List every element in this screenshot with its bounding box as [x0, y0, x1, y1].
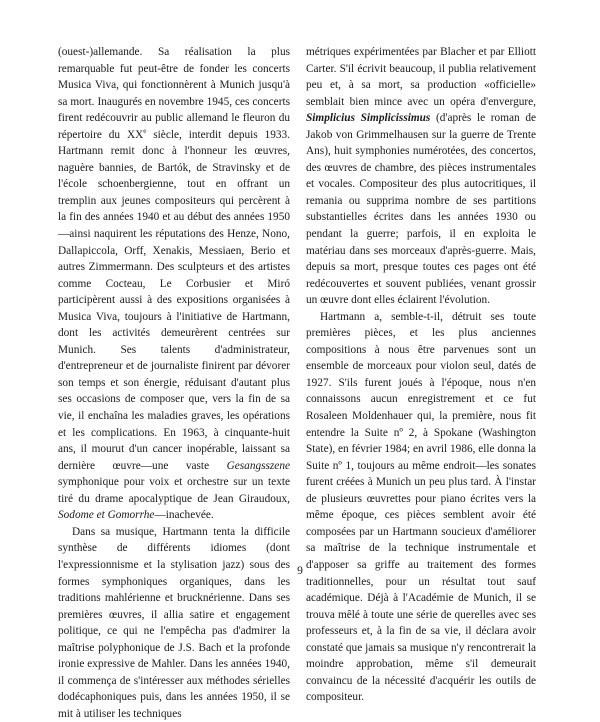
work-title: Sodome et Gomorrhe — [58, 509, 155, 522]
work-title: Gesangsszene — [226, 459, 290, 472]
paragraph: Hartmann a, semble-t-il, détruit ses toute premières pièces, et les plus anciennes compositions à nous être parvenues sont un ensemble de morceaux pour violon seul, datés de 1927. S'ils furent joués à l'époque, nous n'en connaissons aucun enregistrement et ce fut Rosaleen Moldenhauer qui, la première, nous fit entendre la Suite nº 2, à Spokane (Washington State), en février 1984; en avril 1986, elle donna la Suite nº 1, toujours au même endroit—les sonates furent créées à Munich un peu plus tard. À l'instar de plusieurs œuvrettes pour piano écrites vers la même époque, ces pièces semblent avoir été composées par un Hartmann soucieux d'améliorer sa maîtrise de la technique instrumentale et d'apposer sa griffe au traitement des formes traditionnelles, pour un résultat tout sauf académique. Déjà à l'Académie de Munich, il se trouva mêlé à toute une série de querelles avec ses professeurs et, à la fin de sa vie, il déclara avoir constaté que jamais sa musique n'y rencontrerait la moindre approbation, même s'il demeurait convaincu de la nécessité d'acquérir les outils de compositeur. — [306, 310, 536, 704]
superscript: e — [143, 126, 147, 135]
left-column — [58, 44, 290, 722]
paragraph: Dans sa musique, Hartmann tenta la difficile synthèse de différents idiomes (dont l'expressionnisme et la stylisation jazz) sous des formes symphoniques organiques, dans les traditions mahlérienne et brucknérienne. Dans ses premières œuvres, il allia satire et engagement politique, ce qui ne l'empêcha pas d'admirer la maîtrise polyphonique de J.S. Bach et la profonde ironie expressive de Mahler. Dans les années 1940, il commença de s'intéresser aux méthodes sérielles dodécaphoniques puis, dans les années 1950, il se mit à utiliser les techniques — [58, 525, 290, 720]
paragraph: métriques expérimentées par Blacher et par Elliott Carter. S'il écrivit beaucoup, il publia relativement peu et, à sa mort, sa production «officielle» semblait bien mince avec un opéra d'envergure, Simplicius Simplicissimus (d'après le roman de Jakob von Grimmelhausen sur la guerre de Trente Ans), huit symphonies numérotées, des concertos, des œuvres de chambre, des pièces instrumentales et vocales. Compositeur des plus autocritiques, il remania ou supprima nombre de ses partitions substantielles écrites dans les années 1930 ou pendant la guerre; parfois, il en exploita le matériau dans ses morceaux d'après-guerre. Mais, depuis sa mort, presque toutes ces pages ont été redécouvertes et souvent publiées, venant grossir un œuvre dont elles éclairent l'évolution. — [306, 46, 536, 307]
work-title: Simplicius Simplicissimus — [306, 112, 431, 125]
right-column — [306, 44, 536, 706]
page-number: 9 — [297, 565, 303, 577]
paragraph: (ouest-)allemande. Sa réalisation la plus remarquable fut peut-être de fonder les concerts Musica Viva, qui fonctionnèrent à Munich jusqu'à sa mort. Inaugurés en novembre 1945, ces concerts firent redécouvrir au public allemand le fleuron du répertoire du XXe siècle, interdit depuis 1933. Hartmann remit donc à l'honneur les œuvres, naguère bannies, de Bartók, de Stravinsky et de l'école schoenbergienne, tout en offrant un tremplin aux jeunes compositeurs qui percèrent à la fin des années 1940 et au début des années 1950—ainsi naquirent les réputations des Henze, Nono, Dallapiccola, Orff, Xenakis, Messiaen, Berio et autres Zimmermann. Des sculpteurs et des artistes comme Cocteau, Le Corbusier et Miró participèrent aussi à des expositions organisées à Musica Viva, toujours à l'initiative de Hartmann, dont les activités demeurèrent centrées sur Munich. Ses talents d'administrateur, d'entrepreneur et de journaliste finirent par dévorer son temps et son énergie, réduisant d'autant plus ses occasions de composer que, vers la fin de sa vie, il enchaîna les maladies graves, les opérations et les complications. En 1963, à cinquante-huit ans, il mourut d'un cancer inopérable, laissant sa dernière œuvre—une vaste Gesangsszene symphonique pour voix et orchestre sur un texte tiré du drame apocalyptique de Jean Giraudoux, Sodome et Gomorrhe—inachevée. — [58, 46, 290, 522]
